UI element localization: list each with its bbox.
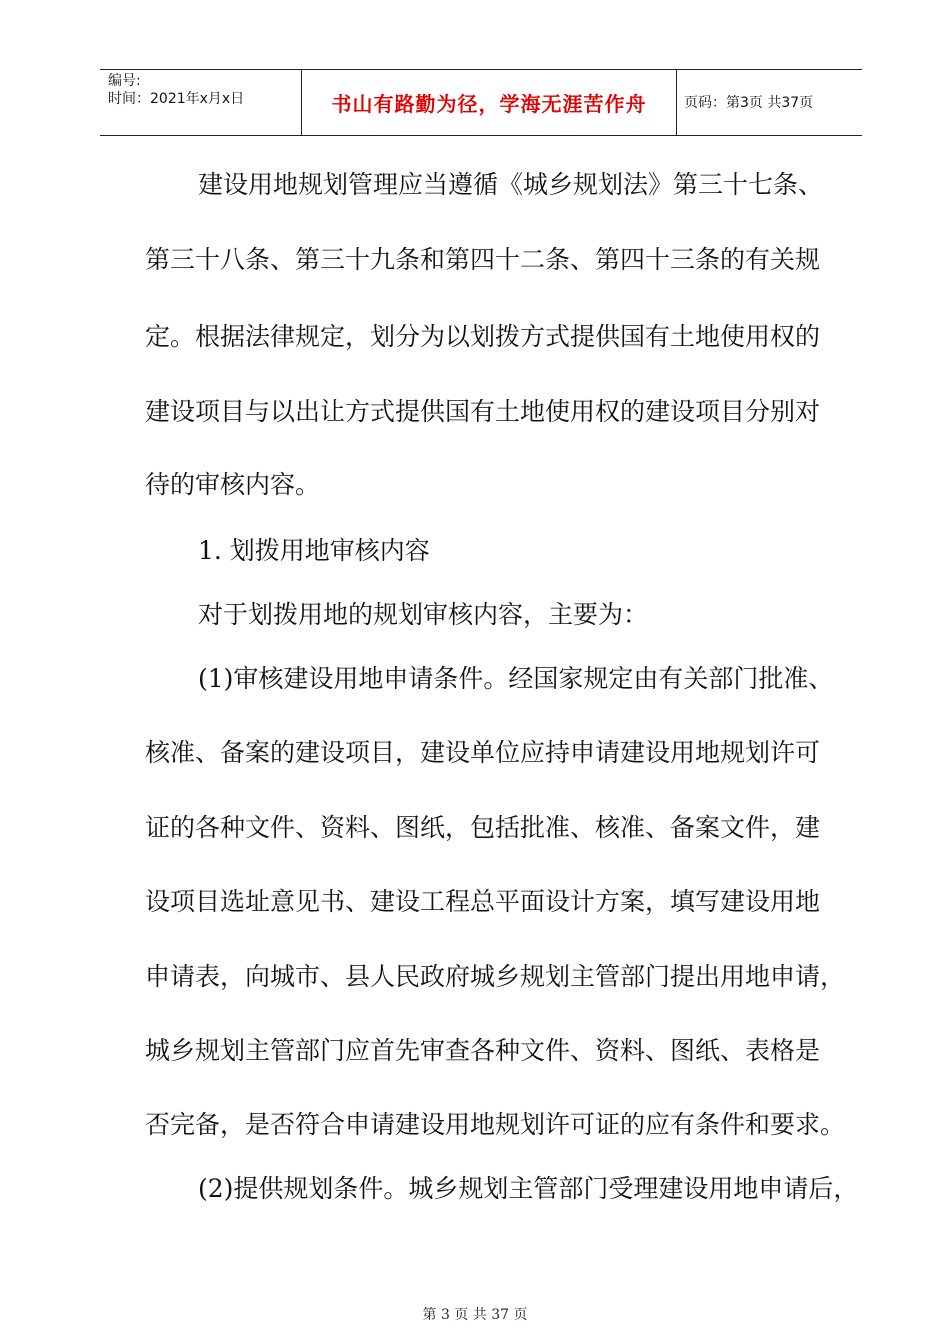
- body-line: 核准、备案的建设项目，建设单位应持申请建设用地规划许可: [145, 738, 821, 767]
- body-line: (2)提供规划条件。城乡规划主管部门受理建设用地申请后，: [198, 1174, 859, 1203]
- body-line: 对于划拨用地的规划审核内容，主要为：: [198, 600, 649, 629]
- header-motto: 书山有路勤为径，学海无涯苦作舟: [331, 92, 647, 116]
- header-number-label: 编号:: [108, 73, 141, 89]
- body-line: 第三十八条、第三十九条和第四十二条、第四十三条的有关规: [145, 245, 821, 274]
- body-line: 申请表，向城市、县人民政府城乡规划主管部门提出用地申请，: [145, 962, 846, 991]
- header-time-label: 时间：2021年x月x日: [108, 91, 245, 107]
- header-divider-right: [676, 69, 677, 135]
- body-line: 否完备，是否符合申请建设用地规划许可证的应有条件和要求。: [145, 1110, 846, 1139]
- body-line: (1)审核建设用地申请条件。经国家规定由有关部门批准、: [198, 664, 834, 693]
- header-bottom-rule: [100, 135, 862, 136]
- body-line: 设项目选址意见书、建设工程总平面设计方案，填写建设用地: [145, 887, 821, 916]
- header-page-info: 页码：第3页 共37页: [684, 95, 814, 111]
- body-line: 建设用地规划管理应当遵循《城乡规划法》第三十七条、: [198, 170, 824, 199]
- body-line: 证的各种文件、资料、图纸，包括批准、核准、备案文件，建: [145, 813, 821, 842]
- header-meta: [108, 72, 244, 108]
- body-line: 待的审核内容。: [145, 470, 321, 499]
- header-top-rule: [100, 69, 862, 70]
- body-line: 定。根据法律规定，划分为以划拨方式提供国有土地使用权的: [145, 322, 821, 351]
- section-heading: 1. 划拨用地审核内容: [198, 536, 430, 565]
- body-line: 建设项目与以出让方式提供国有土地使用权的建设项目分别对: [145, 397, 821, 426]
- footer-page-number: 第 3 页 共 37 页: [422, 1307, 528, 1323]
- body-line: 城乡规划主管部门应首先审查各种文件、资料、图纸、表格是: [145, 1036, 821, 1065]
